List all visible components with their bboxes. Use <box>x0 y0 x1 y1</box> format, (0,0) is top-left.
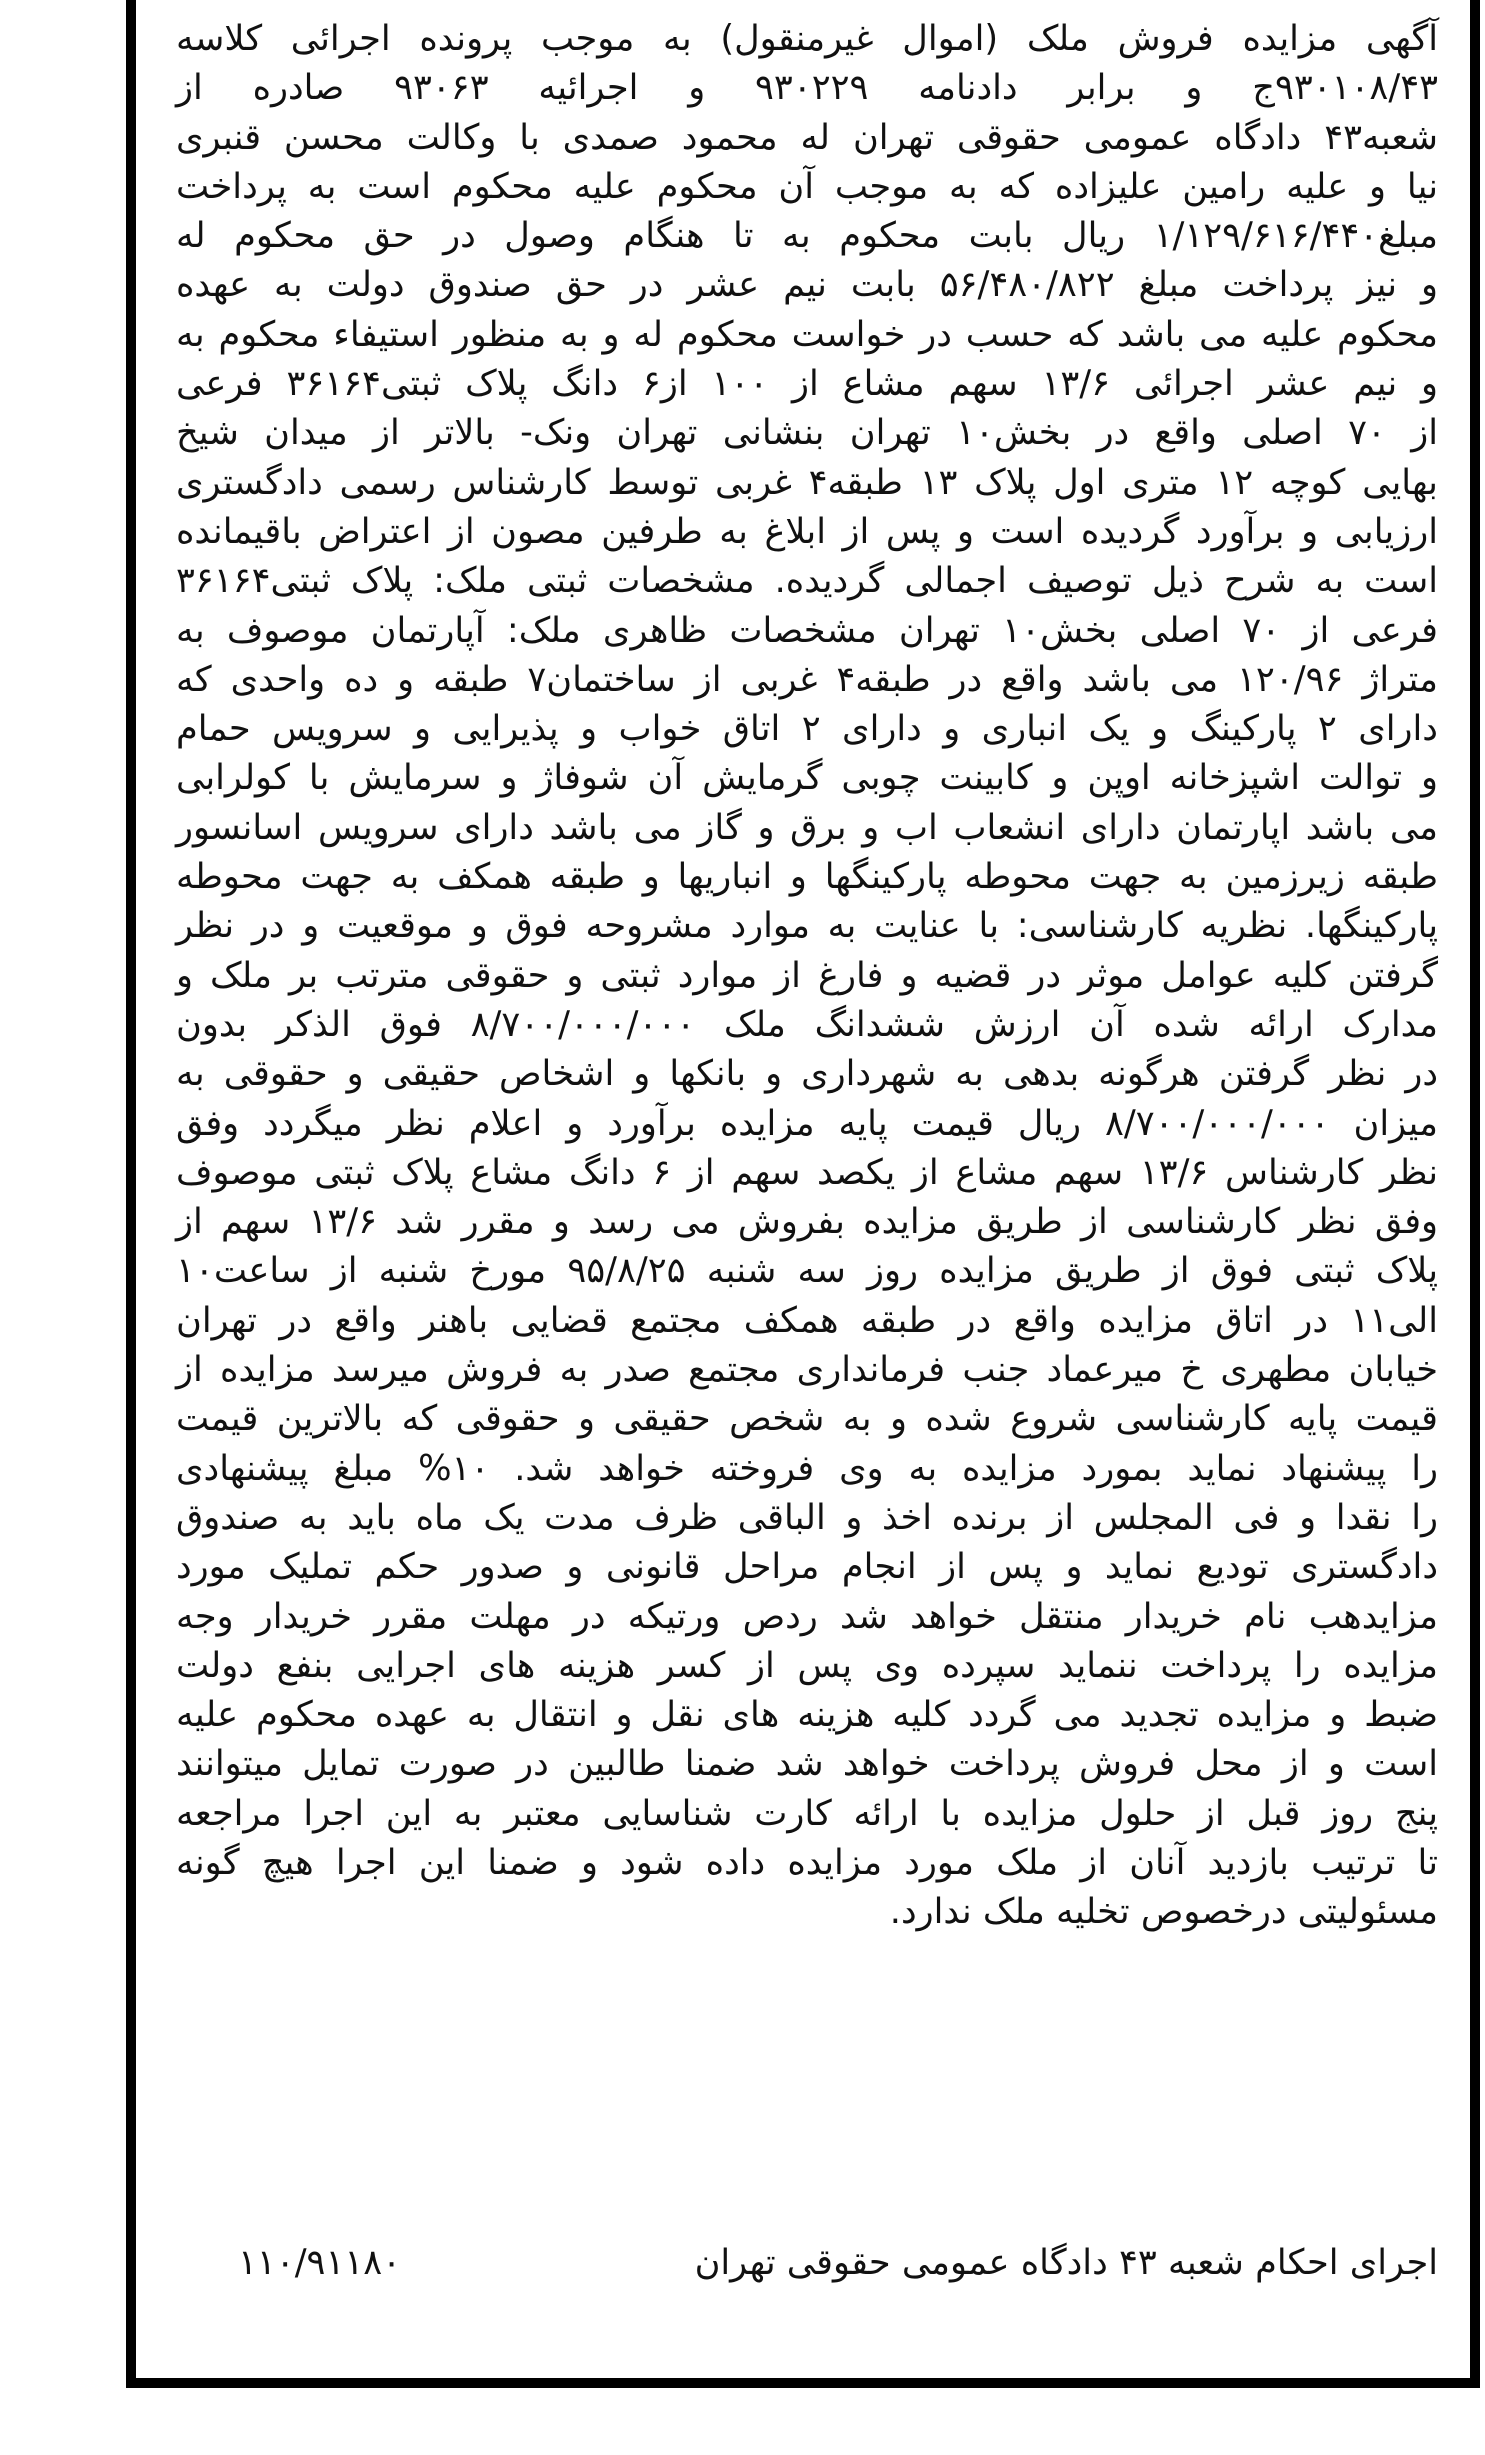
notice-line: محکوم علیه می باشد که حسب در خواست محکوم له و به منظور استیفاء محکوم به <box>176 313 1438 355</box>
issuing-authority: اجرای احکام شعبه ۴۳ دادگاه عمومی حقوقی تهران <box>694 2242 1438 2283</box>
notice-line: قیمت پایه کارشناسی شروع شده و به شخص حقیقی و حقوقی که بالاترین قیمت <box>176 1398 1438 1440</box>
notice-line: ۹۳۰۱۰۸/۴۳ج و برابر دادنامه ۹۳۰۲۲۹ و اجرائیه ۹۳۰۶۳ صادره از <box>176 67 1438 109</box>
notice-line: میزان ۸/۷۰۰/۰۰۰/۰۰۰ ریال قیمت پایه مزایده برآورد و اعلام نظر میگردد وفق <box>176 1102 1438 1144</box>
notice-line: دارای ۲ پارکینگ و یک انباری و دارای ۲ اتاق خواب و پذیرایی و سرویس حمام <box>176 708 1438 750</box>
notice-line: وفق نظر کارشناسی از طریق مزایده بفروش می رسد و مقرر شد ۱۳/۶ سهم از <box>176 1201 1439 1243</box>
notice-line: مزایده را پرداخت ننماید سپرده وی پس از کسر هزینه های اجرایی بنفع دولت <box>176 1644 1438 1686</box>
notice-frame <box>126 0 1480 2388</box>
notice-line: می باشد اپارتمان دارای انشعاب اب و برق و گاز می باشد دارای سرویس اسانسور <box>176 806 1438 848</box>
notice-line: و توالت اشپزخانه اوپن و کابینت چوبی گرمایش آن شوفاژ و سرمایش با کولرابی <box>176 757 1438 799</box>
notice-line: دادگستری تودیع نماید و پس از انجام مراحل قانونی و صدور حکم تملیک مورد <box>176 1546 1438 1588</box>
notice-line: بهایی کوچه ۱۲ متری اول پلاک ۱۳ طبقه۴ غربی توسط کارشناس رسمی دادگستری <box>176 461 1438 503</box>
notice-line: پارکینگها. نظریه کارشناسی: با عنایت به موارد مشروحه فوق و موقعیت و در نظر <box>176 905 1438 947</box>
notice-line: گرفتن کلیه عوامل موثر در قضیه و فارغ از موارد ثبتی و حقوقی مترتب بر ملک و <box>176 954 1438 996</box>
notice-line: نیا و علیه رامین علیزاده که به موجب آن محکوم علیه محکوم است به پرداخت <box>176 165 1438 207</box>
notice-paper <box>136 0 1470 2378</box>
notice-line: مزایدهب نام خریدار منتقل خواهد شد ردص ورتیکه در مهلت مقرر خریدار وجه <box>176 1595 1438 1637</box>
notice-line: خیابان مطهری خ میرعماد جنب فرمانداری مجتمع صدر به فروش میرسد مزایده از <box>176 1349 1438 1391</box>
auction-notice-body <box>176 14 1438 1937</box>
notice-line: ارزیابی و برآورد گردیده است و پس از ابلاغ به طرفین مصون از اعتراض باقیمانده <box>176 510 1438 552</box>
notice-line: آگهی مزایده فروش ملک (اموال غیرمنقول) به موجب پرونده اجرائی کلاسه <box>176 18 1438 59</box>
notice-line: طبقه زیرزمین به جهت محوطه پارکینگها و انباریها و طبقه همکف به جهت محوطه <box>176 856 1438 898</box>
notice-line: مبلغ۱/۱۲۹/۶۱۶/۴۴۰ ریال بابت محکوم به تا هنگام وصول در حق محکوم له <box>176 215 1438 257</box>
reference-number: ۱۱۰/۹۱۱۸۰ <box>238 2242 402 2283</box>
notice-line: را پیشنهاد نماید بمورد مزایده به وی فروخته خواهد شد. ۱۰% مبلغ پیشنهادی <box>176 1447 1438 1489</box>
notice-line: تا ترتیب بازدید آنان از ملک مورد مزایده داده شود و ضمنا این اجرا هیچ گونه <box>176 1841 1438 1883</box>
notice-line: و نیم عشر اجرائی ۱۳/۶ سهم مشاع از ۱۰۰ از۶ دانگ پلاک ثبتی۳۶۱۶۴ فرعی <box>176 363 1438 405</box>
notice-line: است به شرح ذیل توصیف اجمالی گردیده. مشخصات ثبتی ملک: پلاک ثبتی۳۶۱۶۴ <box>176 560 1438 602</box>
notice-line: متراژ ۱۲۰/۹۶ می باشد واقع در طبقه۴ غربی از ساختمان۷ طبقه و ده واحدی که <box>176 658 1439 700</box>
notice-line: ضبط و مزایده تجدید می گردد کلیه هزینه های نقل و انتقال به عهده محکوم علیه <box>176 1694 1438 1736</box>
notice-line: شعبه۴۳ دادگاه عمومی حقوقی تهران له محمود صمدی با وکالت محسن قنبری <box>176 116 1438 158</box>
notice-line: پلاک ثبتی فوق از طریق مزایده روز سه شنبه ۹۵/۸/۲۵ مورخ شنبه از ساعت۱۰ <box>176 1250 1438 1292</box>
notice-line: نظر کارشناس ۱۳/۶ سهم مشاع از یکصد سهم از ۶ دانگ مشاع پلاک ثبتی موصوف <box>176 1151 1438 1193</box>
notice-line: الی۱۱ در اتاق مزایده واقع در طبقه همکف مجتمع قضایی باهنر واقع در تهران <box>176 1299 1438 1341</box>
notice-line: فرعی از ۷۰ اصلی بخش۱۰ تهران مشخصات ظاهری ملک: آپارتمان موصوف به <box>176 609 1438 651</box>
notice-line-last: مسئولیتی درخصوص تخلیه ملک ندارد. <box>889 1891 1438 1933</box>
notice-line: را نقدا و فی المجلس از برنده اخذ و الباقی ظرف مدت یک ماه باید به صندوق <box>176 1496 1438 1538</box>
notice-line: و نیز پرداخت مبلغ ۵۶/۴۸۰/۸۲۲ بابت نیم عشر در حق صندوق دولت به عهده <box>176 264 1438 306</box>
notice-line: در نظر گرفتن هرگونه بدهی به شهرداری و بانکها و اشخاص حقیقی و حقوقی به <box>176 1053 1438 1095</box>
notice-line: مدارک ارائه شده آن ارزش ششدانگ ملک ۸/۷۰۰/۰۰۰/۰۰۰ فوق الذکر بدون <box>176 1003 1438 1045</box>
notice-line: پنج روز قبل از حلول مزایده با ارائه کارت شناسایی معتبر به این اجرا مراجعه <box>176 1792 1438 1834</box>
notice-line: است و از محل فروش پرداخت خواهد شد ضمنا طالبین در صورت تمایل میتوانند <box>176 1743 1438 1785</box>
notice-footer <box>176 2236 1438 2290</box>
notice-line: از ۷۰ اصلی واقع در بخش۱۰ تهران بنشانی تهران ونک- بالاتر از میدان شیخ <box>176 412 1438 454</box>
